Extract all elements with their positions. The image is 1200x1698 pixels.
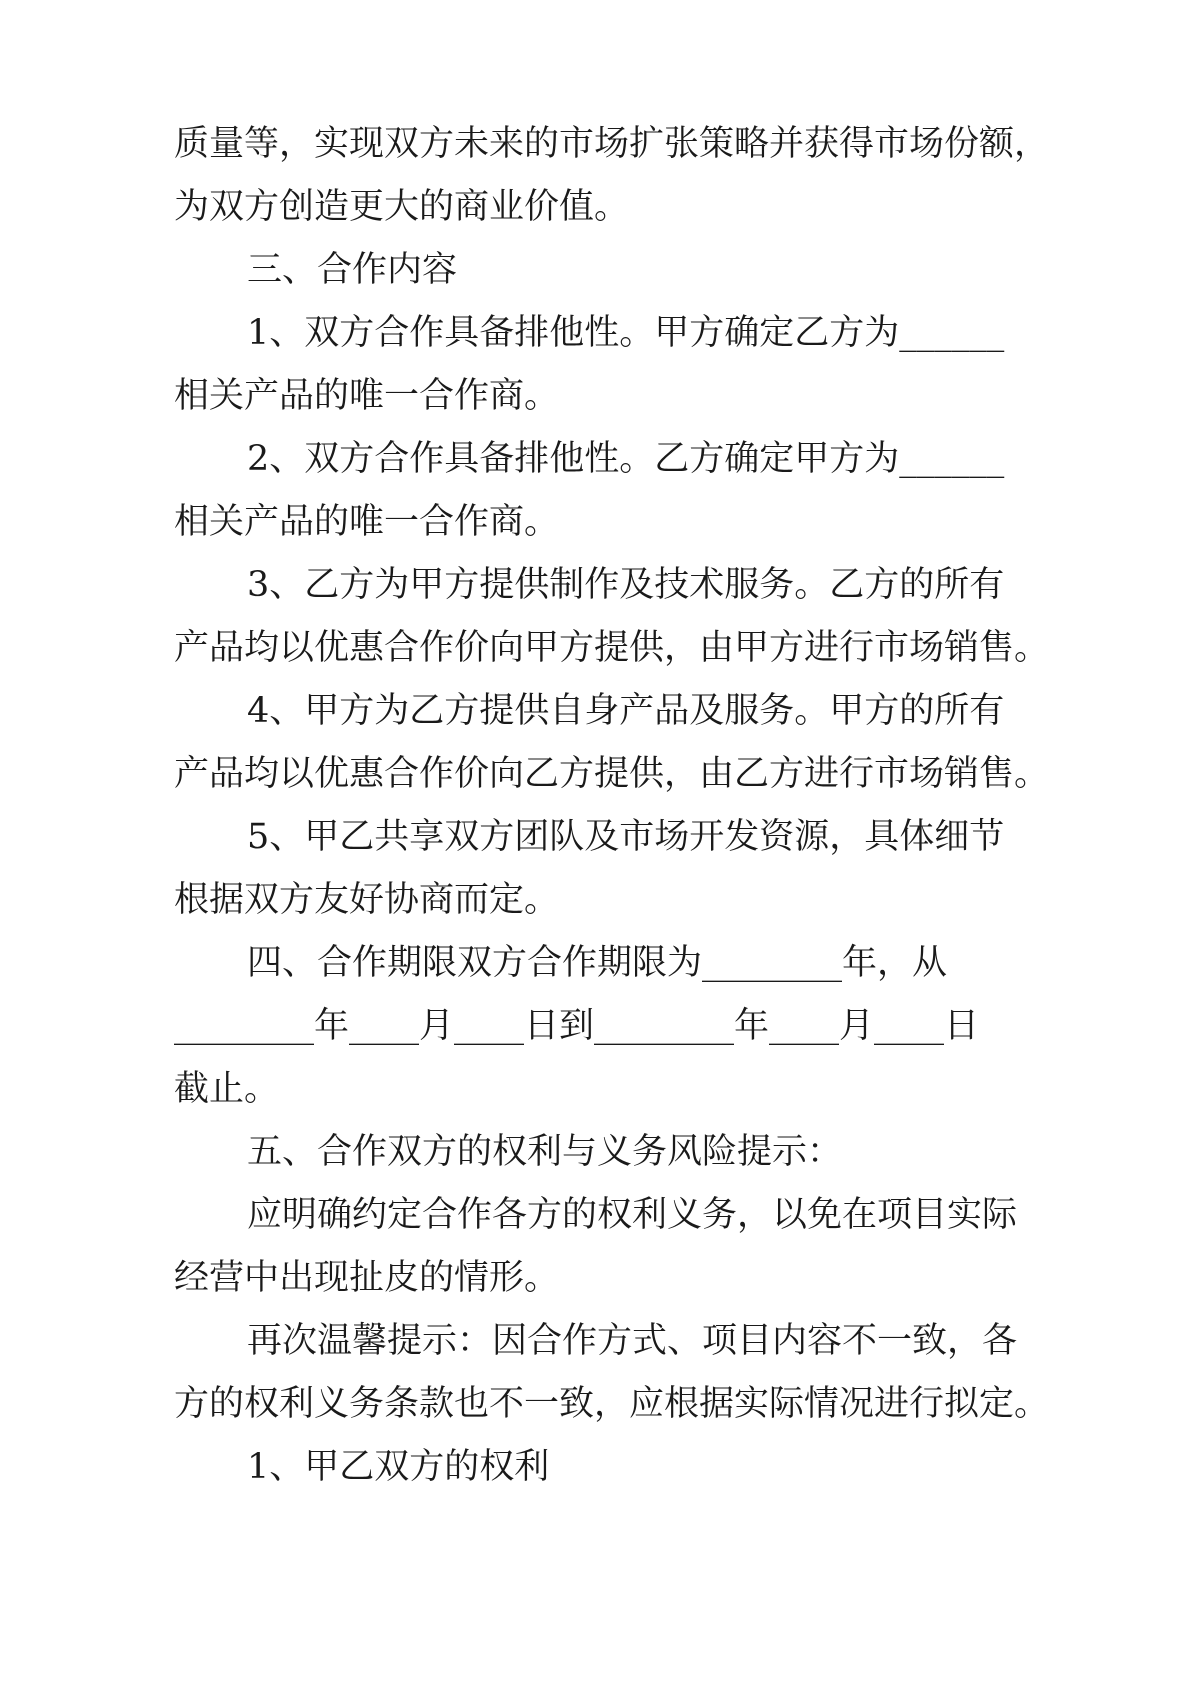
date-range-line: ________年____月____日到________年____月____日: [174, 1006, 980, 1046]
text-line: 产品均以优惠合作价向甲方提供，由甲方进行市场销售。: [174, 628, 1050, 668]
section-heading-rights-obligations: 五、合作双方的权利与义务风险提示：: [247, 1132, 843, 1172]
text-line: 方的权利义务条款也不一致，应根据实际情况进行拟定。: [174, 1384, 1050, 1424]
text-line: 相关产品的唯一合作商。: [174, 376, 560, 416]
subheading-rights: 1、甲乙双方的权利: [247, 1447, 550, 1487]
document-body: [174, 113, 1074, 1499]
section-heading-cooperation-content: 三、合作内容: [247, 250, 458, 290]
section-heading-cooperation-term: 四、合作期限双方合作期限为________年，从: [247, 943, 948, 983]
clause-2-line: 2、双方合作具备排他性。乙方确定甲方为______: [247, 439, 1005, 479]
paragraph-line: 应明确约定合作各方的权利义务，以免在项目实际: [247, 1195, 1018, 1235]
clause-1-line: 1、双方合作具备排他性。甲方确定乙方为______: [247, 313, 1005, 353]
text-line: 根据双方友好协商而定。: [174, 880, 560, 920]
reminder-line: 再次温馨提示：因合作方式、项目内容不一致，各: [247, 1321, 1018, 1361]
text-line: 相关产品的唯一合作商。: [174, 502, 560, 542]
clause-3-line: 3、乙方为甲方提供制作及技术服务。乙方的所有: [247, 565, 1005, 605]
clause-4-line: 4、甲方为乙方提供自身产品及服务。甲方的所有: [247, 691, 1005, 731]
text-line: 截止。: [174, 1069, 280, 1109]
text-line: 质量等，实现双方未来的市场扩张策略并获得市场份额，: [174, 124, 1050, 164]
clause-5-line: 5、甲乙共享双方团队及市场开发资源，具体细节: [247, 817, 1005, 857]
text-line: 为双方创造更大的商业价值。: [174, 187, 630, 227]
text-line: 产品均以优惠合作价向乙方提供，由乙方进行市场销售。: [174, 754, 1050, 794]
text-line: 经营中出现扯皮的情形。: [174, 1258, 560, 1298]
